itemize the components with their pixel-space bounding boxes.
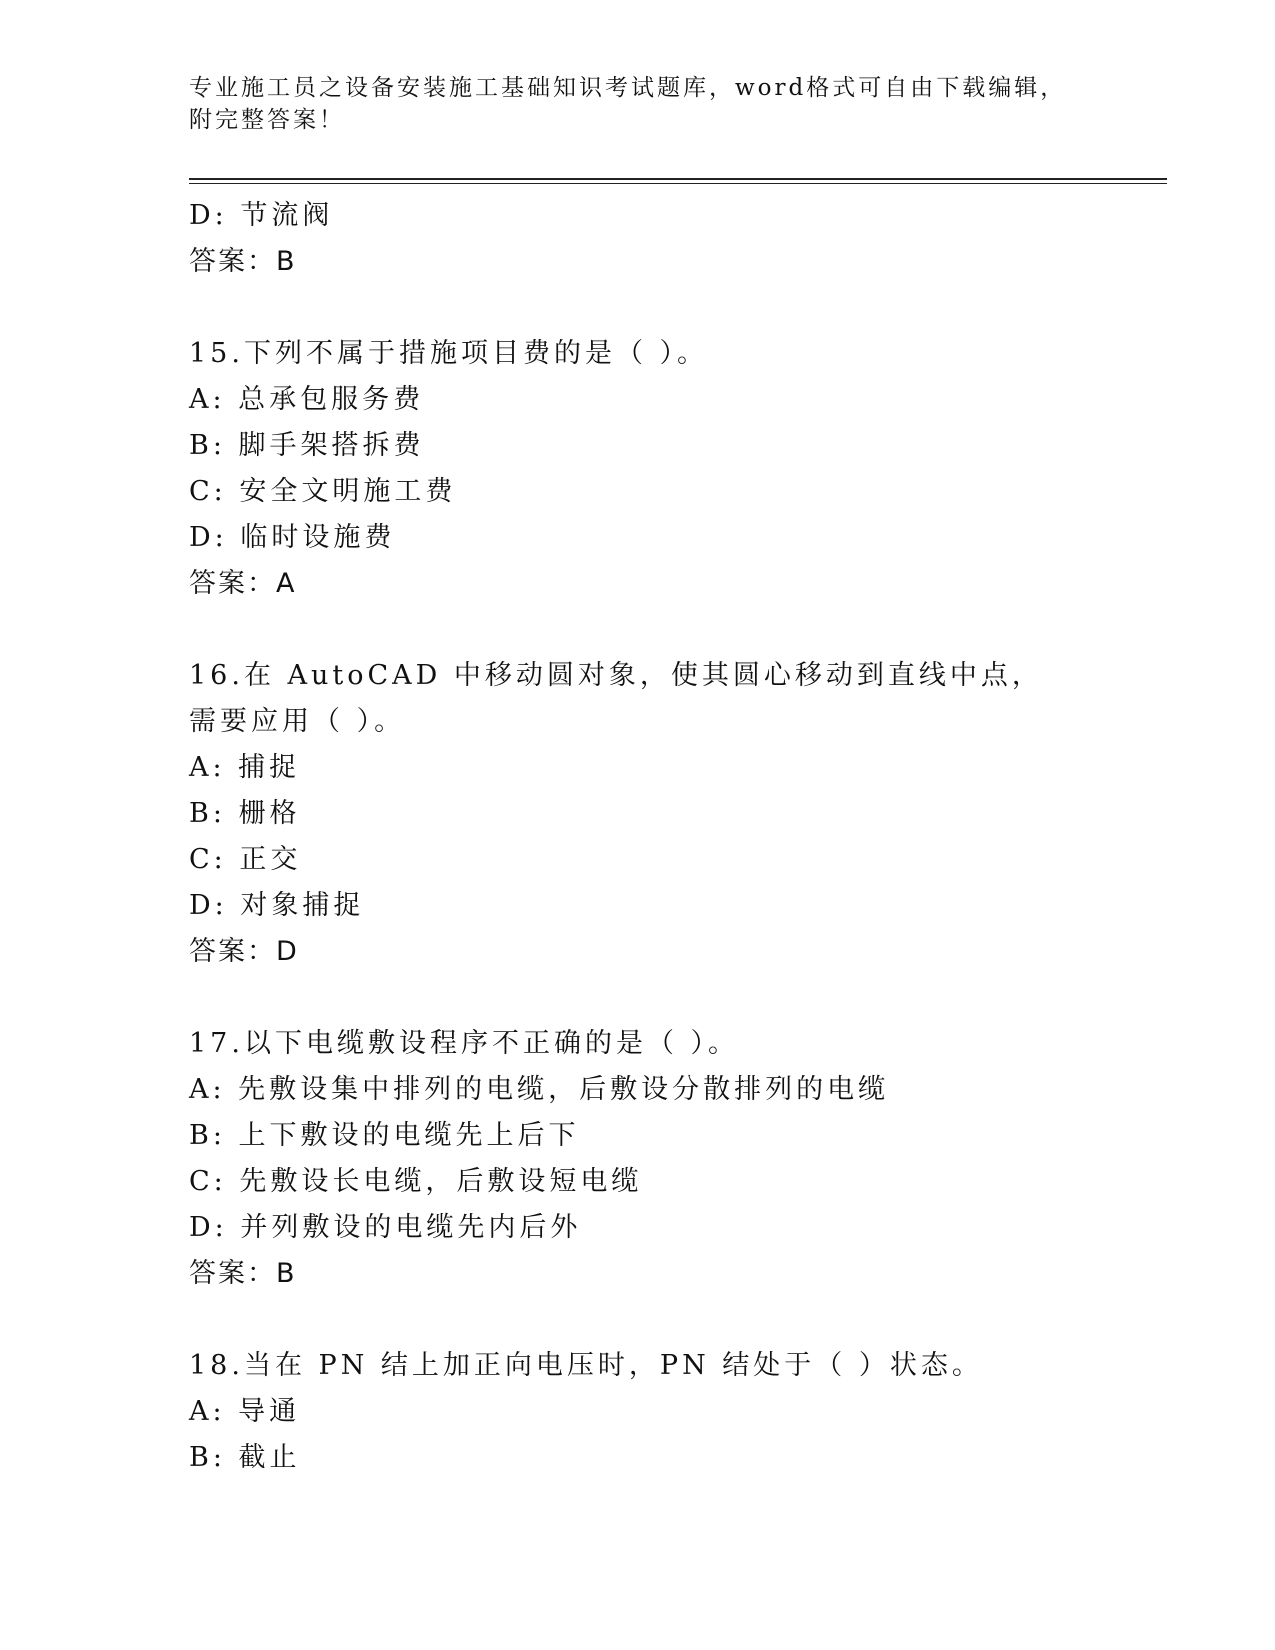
document-header: 专业施工员之设备安装施工基础知识考试题库，word格式可自由下载编辑，附完整答案！ bbox=[189, 75, 1067, 133]
option-c: C: 正交 bbox=[189, 844, 302, 875]
option-b: B: 上下敷设的电缆先上后下 bbox=[189, 1120, 580, 1151]
option-a: A: 导通 bbox=[189, 1396, 301, 1427]
question-list bbox=[189, 193, 1089, 1481]
option-b: B: 截止 bbox=[189, 1442, 301, 1473]
question-17 bbox=[189, 1021, 1089, 1297]
header-rule-thick bbox=[189, 178, 1167, 180]
option-c: C: 先敷设长电缆，后敷设短电缆 bbox=[189, 1166, 643, 1197]
answer-line: 答案：B bbox=[189, 1258, 297, 1289]
option-b: B: 栅格 bbox=[189, 798, 301, 829]
answer-line: 答案：A bbox=[189, 568, 297, 599]
option-a: A: 总承包服务费 bbox=[189, 384, 425, 415]
answer-line: 答案：D bbox=[189, 936, 299, 967]
question-stem: 15.下列不属于措施项目费的是（ ）。 bbox=[189, 338, 709, 369]
option-d: D: 对象捕捉 bbox=[189, 890, 365, 921]
question-18 bbox=[189, 1343, 1089, 1481]
spacer bbox=[189, 1297, 1089, 1343]
option-d: D: 临时设施费 bbox=[189, 522, 396, 553]
option-d: D: 并列敷设的电缆先内后外 bbox=[189, 1212, 582, 1243]
answer-line: 答案：B bbox=[189, 246, 297, 277]
option-a: A: 捕捉 bbox=[189, 752, 301, 783]
spacer bbox=[189, 975, 1089, 1021]
question-16 bbox=[189, 653, 1089, 975]
spacer bbox=[189, 285, 1089, 331]
header-rule-thin bbox=[189, 183, 1167, 184]
question-stem: 18.当在 PN 结上加正向电压时，PN 结处于（ ）状态。 bbox=[189, 1350, 983, 1381]
option-b: B: 脚手架搭拆费 bbox=[189, 430, 425, 461]
spacer bbox=[189, 607, 1089, 653]
question-stem: 16.在 AutoCAD 中移动圆对象，使其圆心移动到直线中点，需要应用（ ）。 bbox=[189, 660, 1043, 737]
option-d: D: 节流阀 bbox=[189, 200, 334, 231]
option-c: C: 安全文明施工费 bbox=[189, 476, 457, 507]
option-a: A: 先敷设集中排列的电缆，后敷设分散排列的电缆 bbox=[189, 1074, 890, 1105]
question-stem: 17.以下电缆敷设程序不正确的是（ ）。 bbox=[189, 1028, 740, 1059]
question-15 bbox=[189, 331, 1089, 607]
